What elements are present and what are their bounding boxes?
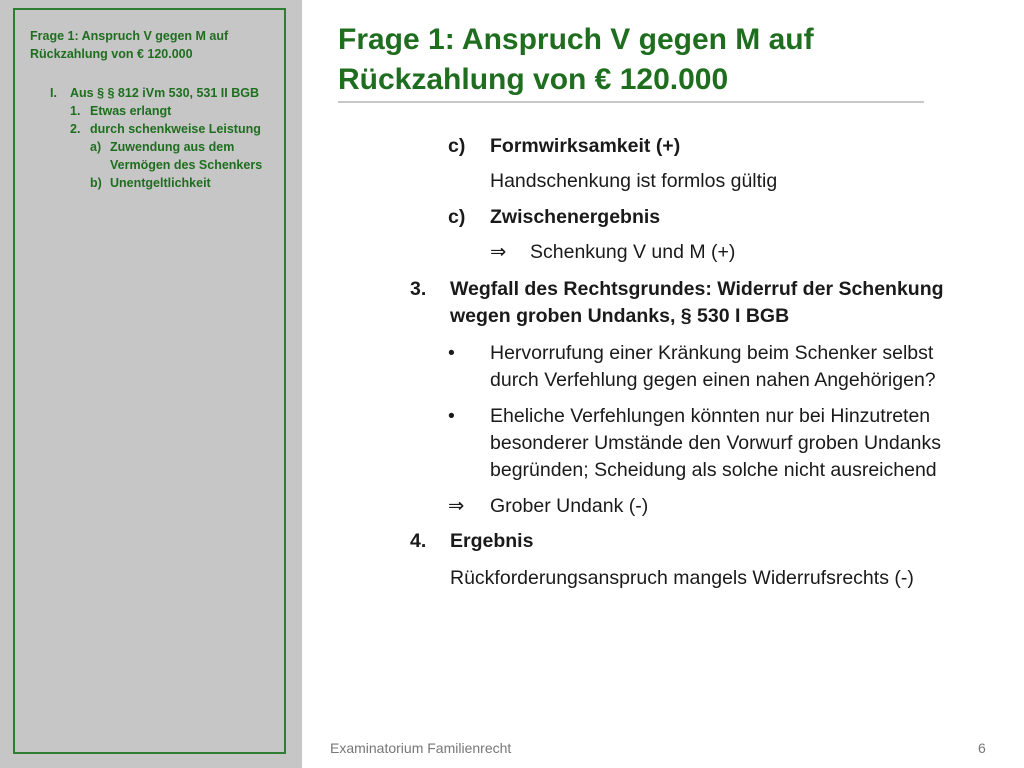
sidebar-outline-number: I. — [50, 86, 57, 100]
outline-text: Zwischenergebnis — [490, 206, 661, 228]
bullet-icon: • — [448, 405, 455, 427]
sidebar-outline-number: a) — [90, 140, 102, 154]
sidebar-outline — [30, 84, 280, 192]
sidebar-outline-text: Zuwendung aus dem Vermögen des Schenkers — [110, 140, 263, 172]
sidebar-outline-item — [30, 120, 280, 138]
outline-text: Wegfall des Rechtsgrundes: Widerruf der Schenkung wegen groben Undanks, § 530 I BGB — [450, 278, 944, 327]
outline-number: 3. — [410, 278, 427, 300]
slide-title: Frage 1: Anspruch V gegen M auf Rückzahlung von € 120.000 — [338, 23, 814, 96]
sidebar-outline-text: Aus § § 812 iVm 530, 531 II BGB — [70, 86, 259, 100]
sidebar-outline-item — [30, 138, 280, 174]
body-text-content: Rückforderungsanspruch mangels Widerrufsrechts (-) — [450, 567, 914, 589]
sidebar-outline-number: 1. — [70, 104, 81, 118]
body-text — [490, 168, 950, 195]
body-text — [450, 565, 970, 592]
sidebar-outline-number: b) — [90, 176, 102, 190]
slide-number: 6 — [978, 740, 986, 756]
sidebar-title: Frage 1: Anspruch V gegen M auf Rückzahlung von € 120.000 — [30, 29, 229, 61]
outline-text: Formwirksamkeit (+) — [490, 135, 681, 157]
sidebar-outline-text: Unentgeltlichkeit — [110, 176, 211, 190]
outline-number: c) — [448, 206, 466, 228]
bullet-text: Hervorrufung einer Kränkung beim Schenker selbst durch Verfehlung gegen einen nahen Angehörigen? — [490, 342, 936, 391]
conclusion-text: Schenkung V und M (+) — [530, 241, 736, 263]
title-divider — [338, 101, 924, 103]
implies-arrow-icon: ⇒ — [448, 495, 465, 517]
sidebar-outline-item — [30, 84, 280, 102]
implies-arrow-icon: ⇒ — [490, 241, 507, 263]
body-text-content: Handschenkung ist formlos gültig — [490, 170, 778, 192]
footer-course: Examinatorium Familienrecht — [330, 740, 512, 756]
sidebar-outline-item — [30, 102, 280, 120]
conclusion-text: Grober Undank (-) — [490, 495, 649, 517]
sidebar-outline-item — [30, 174, 280, 192]
outline-number: c) — [448, 135, 466, 157]
sidebar-outline-number: 2. — [70, 122, 81, 136]
outline-text: Ergebnis — [450, 530, 534, 552]
sidebar-outline-text: durch schenkweise Leistung — [90, 122, 261, 136]
bullet-icon: • — [448, 342, 455, 364]
sidebar-outline-text: Etwas erlangt — [90, 104, 172, 118]
bullet-text: Eheliche Verfehlungen könnten nur bei Hinzutreten besonderer Umstände den Vorwurf groben Undanks begründen; Scheidung als solche nicht ausreichend — [490, 405, 941, 481]
outline-number: 4. — [410, 530, 427, 552]
